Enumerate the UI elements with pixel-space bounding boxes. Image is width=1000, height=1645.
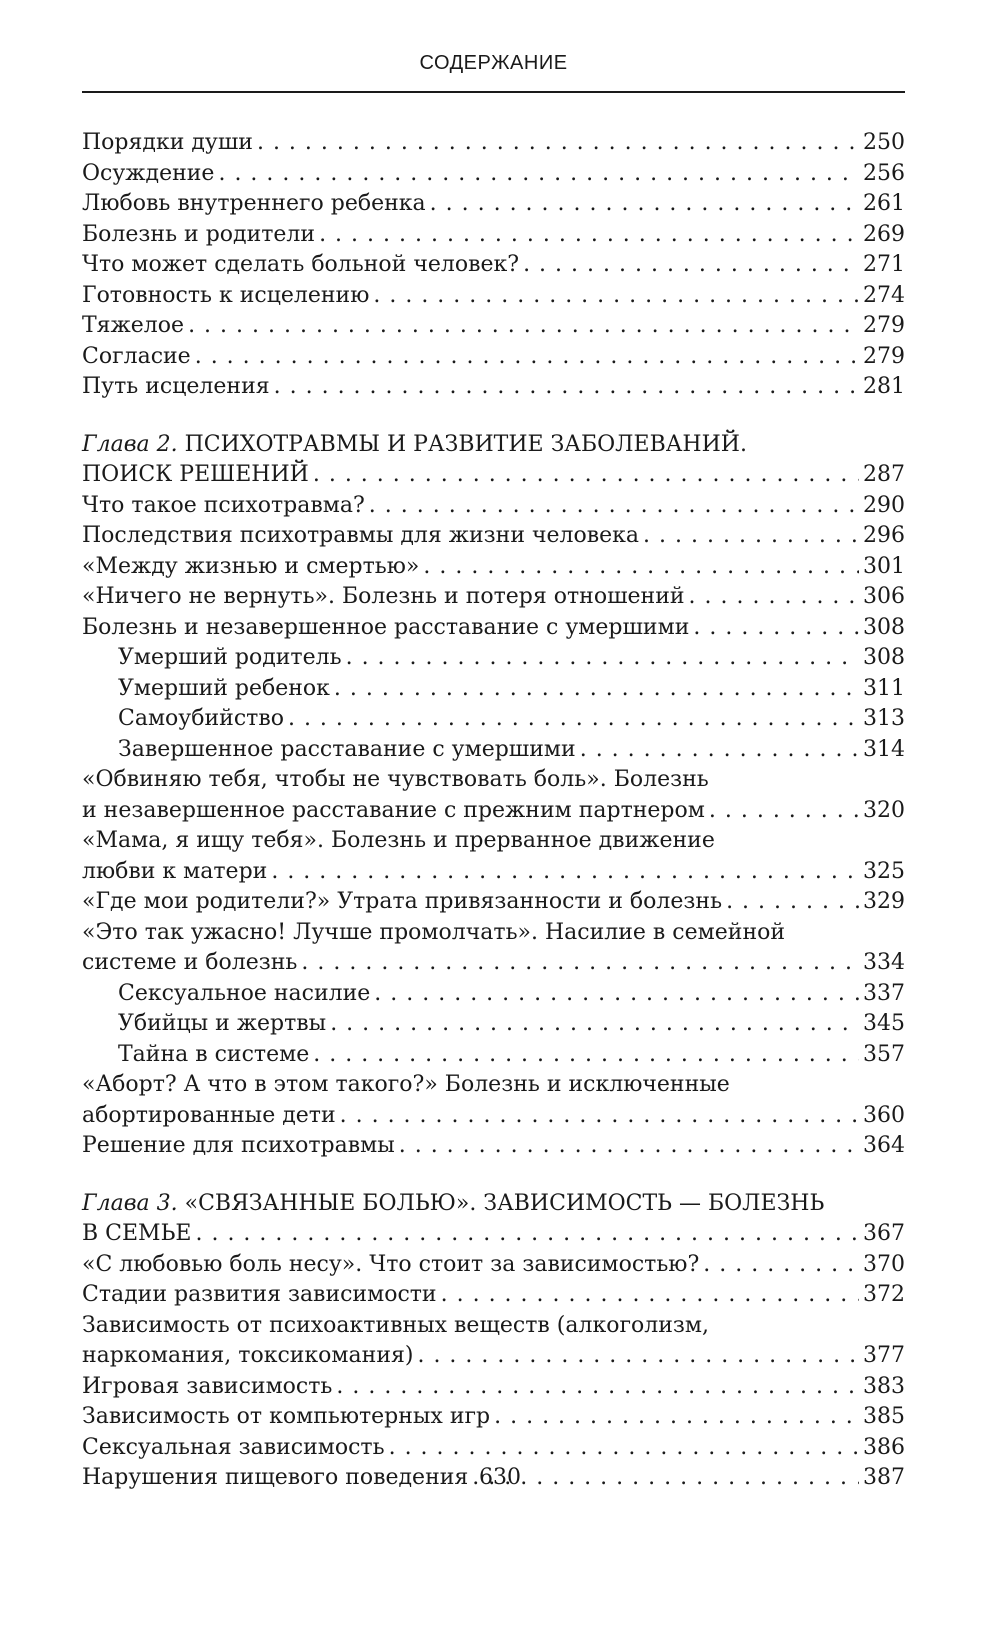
- toc-page-number: 281: [863, 374, 905, 399]
- toc-entry[interactable]: [82, 250, 905, 281]
- toc-entry-title: Зависимость от психоактивных веществ (алкоголизм,: [82, 1312, 709, 1338]
- dot-leader: [374, 979, 859, 1010]
- dot-leader: [346, 643, 859, 674]
- toc-entry[interactable]: [82, 311, 905, 342]
- toc-entry-title-continued: В СЕМЬЕ: [82, 1221, 192, 1246]
- toc-entry[interactable]: [82, 1189, 905, 1250]
- toc-page-number: 296: [863, 523, 905, 548]
- dot-leader: [709, 796, 859, 827]
- dot-leader: [218, 159, 859, 190]
- toc-section: [82, 430, 905, 1162]
- toc-page-number: 271: [863, 252, 905, 277]
- toc-entry[interactable]: [82, 887, 905, 918]
- dot-leader: [423, 552, 859, 583]
- dot-leader: [430, 189, 859, 220]
- toc-entry-title: Готовность к исцелению: [82, 282, 370, 308]
- dot-leader: [693, 613, 859, 644]
- toc-page-number: 387: [863, 1465, 905, 1490]
- toc-entry-line: [82, 189, 905, 220]
- toc-entry-line: [82, 1433, 905, 1464]
- toc-page-number: 325: [863, 858, 905, 884]
- toc-entry-title: «Между жизнью и смертью»: [82, 553, 420, 579]
- toc-entry-line: [82, 1101, 905, 1132]
- toc-entry[interactable]: [82, 1280, 905, 1311]
- toc-entry-line: [82, 796, 905, 827]
- dot-leader: [643, 521, 859, 552]
- toc-page-number: 337: [863, 980, 905, 1006]
- toc-page-number: 313: [863, 706, 905, 731]
- toc-entry-line: [82, 857, 905, 888]
- toc-entry[interactable]: [82, 979, 905, 1010]
- toc-entry-line: [82, 613, 905, 644]
- toc-page-number: 314: [863, 736, 905, 762]
- toc-entry-title: Умерший родитель: [118, 645, 342, 670]
- dot-leader: [580, 735, 859, 766]
- toc-page-number: 386: [863, 1434, 905, 1460]
- toc-page-number: 320: [863, 797, 905, 823]
- toc-entry-title: «Это так ужасно! Лучше промолчать». Насилие в семейной: [82, 919, 786, 945]
- dot-leader: [288, 704, 859, 735]
- toc-entry[interactable]: [82, 521, 905, 552]
- toc-page-number: 279: [863, 343, 905, 369]
- toc-entry-line: [82, 491, 905, 522]
- dot-leader: [369, 491, 859, 522]
- dot-leader: [195, 1219, 859, 1250]
- toc-entry[interactable]: [82, 281, 905, 312]
- toc-entry-line: [82, 765, 905, 796]
- toc-entry-title: «Обвиняю тебя, чтобы не чувствовать боль». Болезнь: [82, 767, 709, 792]
- dot-leader: [334, 674, 859, 705]
- toc-entry-title: «Где мои родители?» Утрата привязанности и болезнь: [82, 889, 723, 914]
- toc-page-number: 311: [863, 675, 905, 701]
- toc-entry-title: Осуждение: [82, 160, 215, 186]
- dot-leader: [313, 1040, 859, 1071]
- toc-entry-title: «Аборт? А что в этом такого?» Болезнь и исключенные: [82, 1072, 730, 1097]
- table-of-contents: [82, 128, 905, 1521]
- toc-entry-title: Нарушения пищевого поведения: [82, 1465, 469, 1490]
- toc-entry-line: [82, 220, 905, 251]
- toc-entry-line: [82, 1040, 905, 1071]
- dot-leader: [301, 948, 859, 979]
- toc-entry[interactable]: [82, 491, 905, 522]
- toc-entry-line: [82, 1131, 905, 1162]
- toc-entry-line: [82, 735, 905, 766]
- dot-leader: [389, 1433, 859, 1464]
- toc-entry[interactable]: [82, 1131, 905, 1162]
- toc-entry-title: «СВЯЗАННЫЕ БОЛЬЮ». ЗАВИСИМОСТЬ — БОЛЕЗНЬ: [184, 1190, 825, 1216]
- toc-entry[interactable]: [82, 1040, 905, 1071]
- toc-page-number: 256: [863, 160, 905, 186]
- toc-entry-line: [82, 521, 905, 552]
- toc-page-number: 385: [863, 1404, 905, 1429]
- toc-entry[interactable]: [82, 189, 905, 220]
- toc-entry-line: [82, 674, 905, 705]
- dot-leader: [195, 342, 859, 373]
- toc-entry-line: [82, 826, 905, 857]
- toc-entry[interactable]: [82, 1433, 905, 1464]
- toc-entry[interactable]: [82, 735, 905, 766]
- toc-entry-line: [82, 281, 905, 312]
- header-rule: [82, 91, 905, 93]
- dot-leader: [313, 460, 859, 491]
- toc-entry-title: Сексуальное насилие: [118, 980, 371, 1006]
- toc-entry-line: [82, 372, 905, 403]
- toc-entry-title: Решение для психотравмы: [82, 1133, 395, 1158]
- toc-entry-title: Путь исцеления: [82, 374, 270, 399]
- toc-entry-title-continued: системе и болезнь: [82, 950, 298, 975]
- toc-entry[interactable]: [82, 1009, 905, 1040]
- dot-leader: [399, 1131, 859, 1162]
- toc-page-number: 329: [863, 889, 905, 914]
- toc-entry[interactable]: [82, 128, 905, 159]
- toc-entry-line: [82, 1070, 905, 1101]
- toc-entry[interactable]: [82, 918, 905, 979]
- toc-entry-line: [82, 948, 905, 979]
- toc-entry-line: [82, 1341, 905, 1372]
- toc-page-number: 377: [863, 1343, 905, 1368]
- dot-leader: [494, 1402, 859, 1433]
- toc-page-number: 367: [863, 1221, 905, 1246]
- dot-leader: [340, 1101, 859, 1132]
- toc-entry[interactable]: [82, 643, 905, 674]
- toc-entry-line: [82, 311, 905, 342]
- toc-entry[interactable]: [82, 342, 905, 373]
- toc-entry-line: [82, 430, 905, 461]
- toc-page-number: 290: [863, 492, 905, 518]
- toc-page-number: 364: [863, 1133, 905, 1158]
- dot-leader: [703, 1250, 859, 1281]
- toc-page-number: 269: [863, 221, 905, 247]
- dot-leader: [330, 1009, 859, 1040]
- dot-leader: [319, 220, 859, 251]
- dot-leader: [373, 281, 859, 312]
- toc-entry[interactable]: [82, 552, 905, 583]
- toc-page-number: 306: [863, 584, 905, 609]
- toc-entry-line: [82, 1189, 905, 1220]
- toc-entry-line: [82, 460, 905, 491]
- toc-entry-line: [82, 552, 905, 583]
- toc-entry-title-continued: и незавершенное расставание с прежним партнером: [82, 797, 705, 823]
- toc-entry[interactable]: [82, 704, 905, 735]
- toc-section: [82, 128, 905, 403]
- toc-entry-title: Что может сделать больной человек?: [82, 252, 520, 277]
- toc-page-number: 274: [863, 282, 905, 308]
- toc-page-number: 357: [863, 1041, 905, 1067]
- toc-entry[interactable]: [82, 1250, 905, 1281]
- toc-entry-line: [82, 887, 905, 918]
- toc-entry-line: [82, 159, 905, 190]
- dot-leader: [441, 1280, 859, 1311]
- toc-entry-title: Болезнь и незавершенное расставание с умершими: [82, 614, 690, 640]
- dot-leader: [271, 857, 859, 888]
- toc-entry-title: Болезнь и родители: [82, 221, 316, 247]
- toc-entry-title: Завершенное расставание с умершими: [118, 736, 576, 762]
- toc-entry-title: «Мама, я ищу тебя». Болезнь и прерванное движение: [82, 828, 715, 853]
- toc-entry-title-continued: наркомания, токсикомания): [82, 1343, 414, 1368]
- chapter-label: Глава 3.: [82, 1190, 178, 1216]
- toc-page-number: 287: [863, 462, 905, 487]
- toc-entry-title: Самоубийство: [118, 706, 284, 731]
- toc-entry[interactable]: [82, 1311, 905, 1372]
- dot-leader: [257, 128, 859, 159]
- dot-leader: [336, 1372, 859, 1403]
- toc-entry-title: Сексуальная зависимость: [82, 1434, 385, 1460]
- toc-entry-title: Умерший ребенок: [118, 675, 330, 701]
- dot-leader: [726, 887, 859, 918]
- toc-entry[interactable]: [82, 1402, 905, 1433]
- toc-entry-line: [82, 1280, 905, 1311]
- dot-leader: [188, 311, 859, 342]
- toc-section: [82, 1189, 905, 1494]
- dot-leader: [523, 250, 859, 281]
- toc-entry-title: Тяжелое: [82, 313, 185, 338]
- dot-leader: [689, 582, 859, 613]
- toc-entry-title: Порядки души: [82, 130, 253, 155]
- toc-entry-line: [82, 342, 905, 373]
- toc-entry[interactable]: [82, 159, 905, 190]
- toc-page-number: 308: [863, 614, 905, 640]
- toc-page-number: 372: [863, 1282, 905, 1307]
- toc-entry-line: [82, 128, 905, 159]
- toc-page-number: 360: [863, 1102, 905, 1128]
- toc-entry-title-continued: ПОИСК РЕШЕНИЙ: [82, 462, 309, 487]
- toc-entry-title: Последствия психотравмы для жизни человека: [82, 523, 640, 548]
- toc-page-number: 301: [863, 553, 905, 579]
- toc-entry[interactable]: [82, 674, 905, 705]
- toc-entry-title: ПСИХОТРАВМЫ И РАЗВИТИЕ ЗАБОЛЕВАНИЙ.: [184, 431, 747, 457]
- toc-entry[interactable]: [82, 765, 905, 826]
- toc-entry-title: Любовь внутреннего ребенка: [82, 191, 426, 216]
- toc-entry[interactable]: [82, 826, 905, 887]
- toc-entry-line: [82, 1219, 905, 1250]
- toc-entry-line: [82, 643, 905, 674]
- running-header: СОДЕРЖАНИЕ: [419, 52, 568, 74]
- toc-entry-line: [82, 704, 905, 735]
- toc-page-number: 334: [863, 950, 905, 975]
- toc-entry-line: [82, 1250, 905, 1281]
- toc-entry[interactable]: [82, 1372, 905, 1403]
- toc-entry-title: Согласие: [82, 343, 191, 369]
- toc-entry-line: [82, 1402, 905, 1433]
- dot-leader: [274, 372, 859, 403]
- toc-entry-line: [82, 1009, 905, 1040]
- toc-entry-title: Убийцы и жертвы: [118, 1011, 327, 1036]
- toc-entry-title: «С любовью боль несу». Что стоит за зависимостью?: [82, 1251, 700, 1277]
- toc-page-number: 279: [863, 313, 905, 338]
- dot-leader: [417, 1341, 859, 1372]
- toc-page-number: 261: [863, 191, 905, 216]
- toc-page-number: 250: [863, 130, 905, 155]
- toc-entry-title: Зависимость от компьютерных игр: [82, 1404, 491, 1429]
- toc-page-number: 370: [863, 1251, 905, 1277]
- toc-entry-line: [82, 1372, 905, 1403]
- toc-page-number: 383: [863, 1373, 905, 1399]
- toc-entry-title: Стадии развития зависимости: [82, 1282, 437, 1307]
- toc-entry[interactable]: [82, 430, 905, 491]
- toc-entry[interactable]: [82, 582, 905, 613]
- toc-page-number: 308: [863, 645, 905, 670]
- chapter-label: Глава 2.: [82, 431, 178, 457]
- toc-entry-title-continued: абортированные дети: [82, 1102, 336, 1128]
- toc-entry[interactable]: [82, 220, 905, 251]
- page-number: 630: [479, 1465, 521, 1490]
- toc-entry-line: [82, 250, 905, 281]
- toc-page-number: 345: [863, 1011, 905, 1036]
- toc-entry-line: [82, 918, 905, 949]
- toc-entry-title: Игровая зависимость: [82, 1373, 333, 1399]
- toc-entry[interactable]: [82, 372, 905, 403]
- toc-entry-line: [82, 582, 905, 613]
- toc-entry-title: «Ничего не вернуть». Болезнь и потеря отношений: [82, 584, 685, 609]
- toc-entry[interactable]: [82, 613, 905, 644]
- toc-entry[interactable]: [82, 1070, 905, 1131]
- toc-entry-title-continued: любви к матери: [82, 858, 268, 884]
- toc-entry-title: Что такое психотравма?: [82, 492, 365, 518]
- toc-entry-line: [82, 979, 905, 1010]
- toc-entry-line: [82, 1311, 905, 1342]
- toc-entry-title: Тайна в системе: [118, 1041, 310, 1067]
